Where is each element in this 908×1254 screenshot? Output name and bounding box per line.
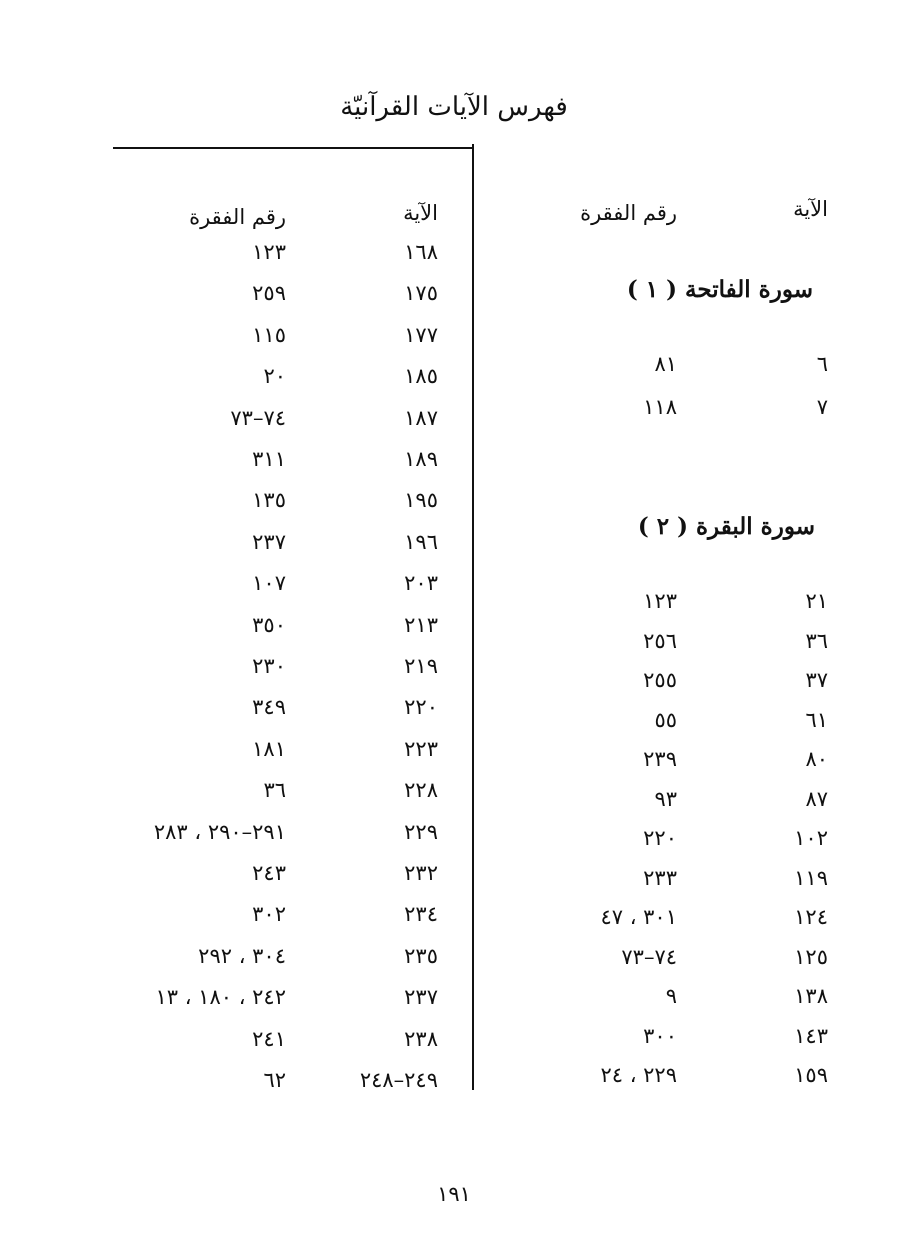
paragraph-number: ١٣٥ [252,488,286,513]
ayah-number: ٢٣٥ [404,943,438,968]
ayah-number: ٢٠٣ [404,571,438,596]
paragraph-number: ٣٠٢ [252,902,286,927]
ayah-number: ٢٢٣ [404,736,438,761]
paragraph-number: ٧٤–٧٣ [230,405,286,430]
ayah-number: ٢٣٨ [404,1026,438,1051]
ayah-number: ٨٧ [805,786,828,811]
paragraph-number: ٢٣٧ [252,529,286,554]
paragraph-number: ٣٤٩ [252,695,286,720]
paragraph-number: ٩٣ [654,786,677,811]
right-col-ayah-header: الآية [793,197,828,221]
ayah-number: ١٨٥ [404,364,438,389]
paragraph-number: ١١٨ [643,395,677,419]
paragraph-number: ٣١١ [252,447,286,471]
paragraph-number: ٣٠٠ [643,1023,677,1048]
ayah-number: ٣٦ [805,628,828,653]
paragraph-number: ٦٢ [263,1068,286,1092]
paragraph-number: ١٠٧ [252,571,286,596]
ayah-number: ١٧٥ [404,281,438,306]
right-col-paragraph-header: رقم الفقرة [580,201,677,225]
paragraph-number: ٢٣٩ [643,747,677,771]
paragraph-number: ١٢٣ [643,589,677,613]
paragraph-number: ٢٤٣ [252,861,286,885]
ayah-number: ١٨٩ [404,447,438,471]
ayah-number: ٢١٩ [404,654,438,678]
ayah-number: ٣٧ [805,668,828,692]
ayah-number: ١٢٥ [794,944,828,969]
paragraph-number: ٨١ [654,352,677,376]
paragraph-number: ٢٤٢ ، ١٨٠ ، ١٣ [155,985,286,1010]
paragraph-number: ٢٢٠ [643,826,677,850]
left-col-paragraph-header: رقم الفقرة [189,205,286,229]
left-col-ayah-header: الآية [403,201,438,225]
ayah-number: ٢٣٤ [404,902,438,927]
paragraph-number: ٢٥٩ [252,281,286,306]
ayah-number: ١٩٦ [404,529,438,554]
paragraph-number: ٢٤١ [252,1026,286,1051]
ayah-number: ٢٢٠ [404,695,438,720]
paragraph-number: ٩ [665,984,677,1008]
sura-title-fatiha: سورة الفاتحة ( ١ ) [626,276,813,303]
ayah-number: ١٨٧ [404,405,438,430]
ayah-number: ١٣٨ [794,984,828,1008]
ayah-number: ٧ [816,395,828,419]
paragraph-number: ٣٦ [263,778,286,803]
sura-title-baqara: سورة البقرة ( ٢ ) [637,513,815,540]
ayah-number: ١١٩ [794,865,828,890]
paragraph-number: ٢٠ [263,364,286,389]
paragraph-number: ٢٥٦ [643,628,677,653]
ayah-number: ١٩٥ [404,488,438,513]
page-title: فهرس الآيات القرآنيّة [340,92,568,122]
ayah-number: ٢٣٢ [404,861,438,885]
ayah-number: ١٦٨ [404,240,438,264]
ayah-number: ١٢٤ [794,905,828,929]
ayah-number: ١٤٣ [794,1023,828,1048]
ayah-number: ٨٠ [805,747,828,771]
ayah-number: ٢٣٧ [404,985,438,1010]
header-rule [113,147,473,149]
ayah-number: ١٥٩ [794,1063,828,1087]
paragraph-number: ٣٥٠ [252,612,286,637]
ayah-number: ٦ [816,352,828,376]
ayah-number: ٢١٣ [404,612,438,637]
paragraph-number: ٢٣٠ [252,654,286,678]
paragraph-number: ١٨١ [252,736,286,761]
ayah-number: ١٧٧ [404,322,438,347]
ayah-number: ٢٢٨ [404,778,438,803]
paragraph-number: ٣٠١ ، ٤٧ [600,905,677,929]
ayah-number: ١٠٢ [794,826,828,850]
paragraph-number: ٢٥٥ [643,668,677,692]
ayah-number: ٢٢٩ [404,819,438,844]
page-number: ١٩١ [437,1182,471,1206]
paragraph-number: ٣٠٤ ، ٢٩٢ [198,943,286,968]
paragraph-number: ٧٤–٧٣ [621,944,677,969]
paragraph-number: ١٢٣ [252,240,286,264]
column-divider [472,144,474,1090]
paragraph-number: ٢٣٣ [643,865,677,890]
paragraph-number: ٢٢٩ ، ٢٤ [600,1063,677,1087]
ayah-number: ٦١ [805,707,828,732]
paragraph-number: ٢٩١–٢٩٠ ، ٢٨٣ [153,819,286,844]
ayah-number: ٢١ [805,589,828,613]
ayah-number: ٢٤٩–٢٤٨ [359,1068,438,1092]
paragraph-number: ١١٥ [252,322,286,347]
paragraph-number: ٥٥ [654,707,677,732]
